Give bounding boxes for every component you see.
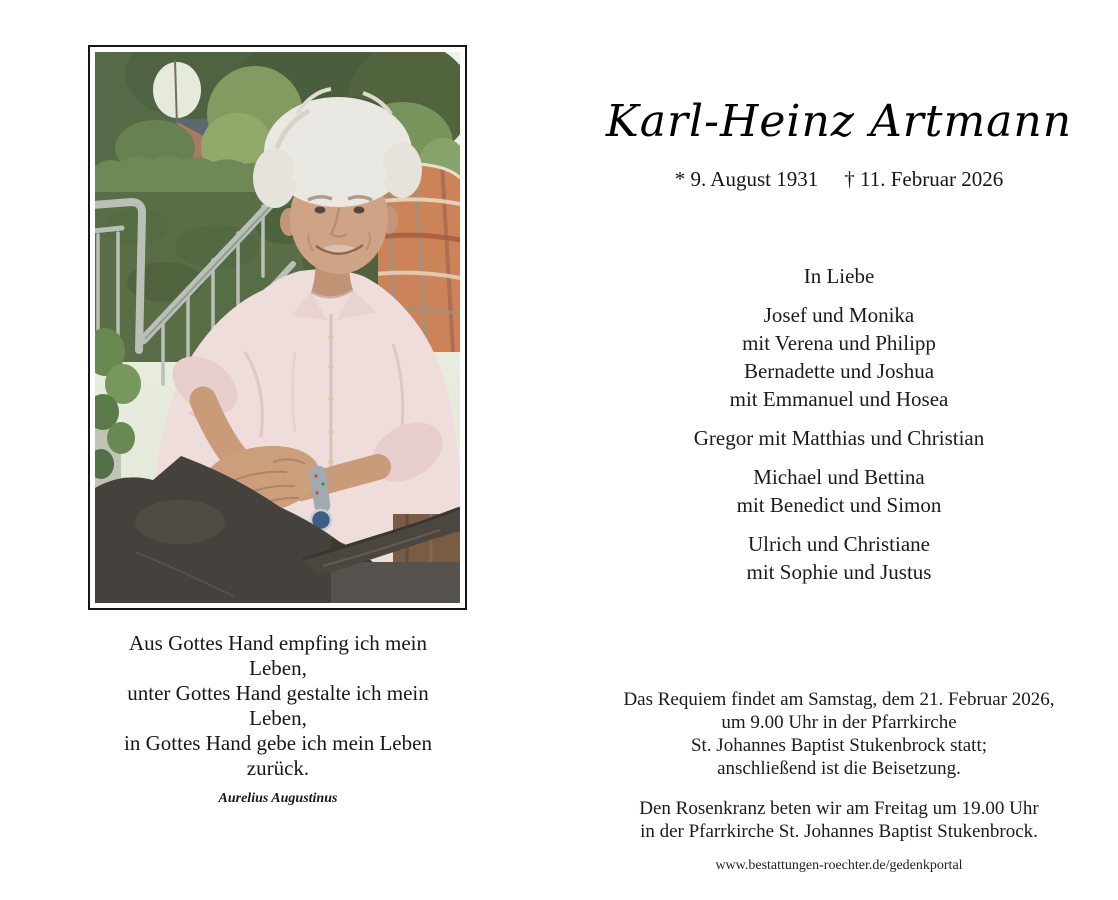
life-dates <box>560 167 1118 192</box>
requiem-announcement <box>560 688 1118 780</box>
quote-line: unter Gottes Hand gestalte ich mein <box>127 681 429 705</box>
quote-line: Leben, <box>249 656 307 680</box>
family-line: mit Emmanuel und Hosea <box>729 387 949 411</box>
deceased-name: Karl-Heinz Artmann <box>605 96 1073 147</box>
requiem-line: Das Requiem findet am Samstag, dem 21. Februar 2026, <box>623 689 1055 710</box>
family-group <box>560 530 1118 586</box>
birth-date: * 9. August 1931 <box>674 167 819 191</box>
portrait-photo <box>95 52 460 603</box>
portrait-photo-frame <box>88 45 467 610</box>
family-line: mit Sophie und Justus <box>746 560 932 584</box>
family-line: Josef und Monika <box>763 303 915 327</box>
quote-attribution: Aurelius Augustinus <box>218 791 338 806</box>
requiem-line: St. Johannes Baptist Stukenbrock statt; <box>690 735 988 756</box>
family-line: Bernadette und Joshua <box>743 359 935 383</box>
memorial-website-url: www.bestattungen-roechter.de/gedenkportal <box>715 858 963 873</box>
requiem-line: um 9.00 Uhr in der Pfarrkirche <box>721 712 957 733</box>
death-date: † 11. Februar 2026 <box>844 167 1004 191</box>
quote-line: Leben, <box>249 706 307 730</box>
family-line: Michael und Bettina <box>753 465 925 489</box>
family-line: mit Benedict und Simon <box>736 493 942 517</box>
quote-line: in Gottes Hand gebe ich mein Leben <box>124 731 432 755</box>
photo-wash-overlay <box>95 52 460 603</box>
requiem-line: anschließend ist die Beisetzung. <box>717 758 961 779</box>
memorial-quote <box>68 631 488 811</box>
family-line: Ulrich und Christiane <box>748 532 930 556</box>
dedication: In Liebe <box>803 264 875 288</box>
family-group <box>560 301 1118 413</box>
family-line: mit Verena und Philipp <box>742 331 936 355</box>
family-group <box>560 424 1118 452</box>
family-list <box>560 301 1118 597</box>
family-line: Gregor mit Matthias und Christian <box>693 426 985 450</box>
family-group <box>560 463 1118 519</box>
rosary-line: Den Rosenkranz beten wir am Freitag um 19.00 Uhr <box>639 798 1039 819</box>
rosary-line: in der Pfarrkirche St. Johannes Baptist Stukenbrock. <box>640 821 1038 842</box>
quote-line: Aus Gottes Hand empfing ich mein <box>128 631 428 655</box>
rosary-announcement <box>560 797 1118 843</box>
quote-line: zurück. <box>246 756 310 780</box>
